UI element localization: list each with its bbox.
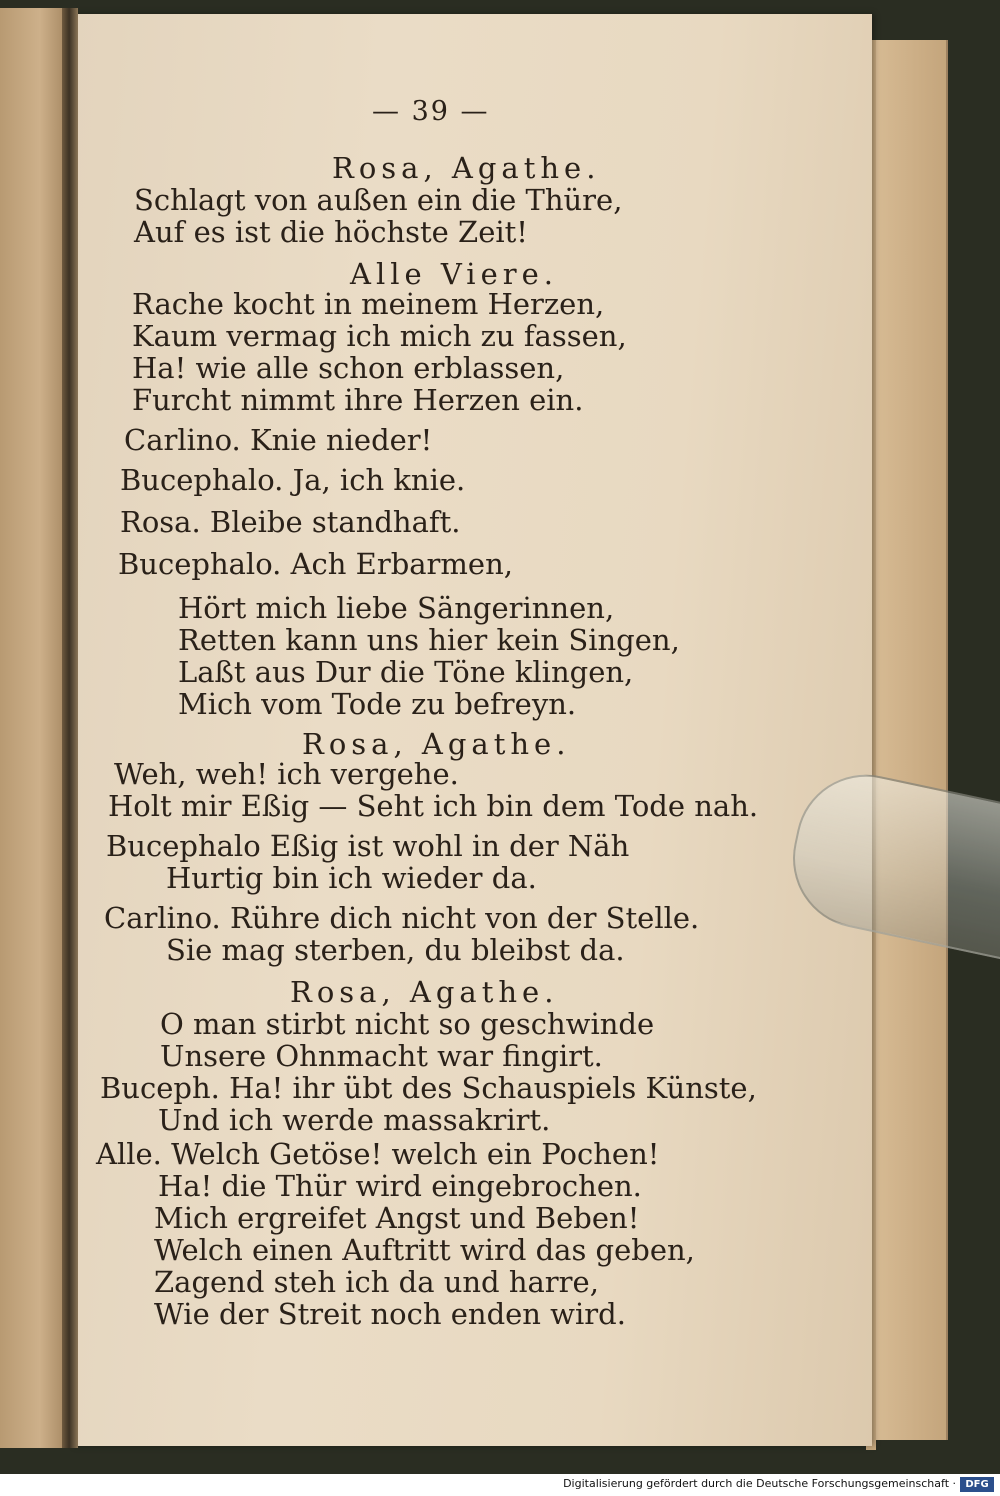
dialogue-line: Carlino. Rühre dich nicht von der Stelle. [104, 901, 700, 935]
speaker-heading: Rosa, Agathe. [332, 151, 601, 185]
dialogue-line: Bucephalo. Ja, ich knie. [120, 463, 466, 497]
dialogue-line: Buceph. Ha! ihr übt des Schauspiels Künste, [100, 1071, 757, 1105]
verse-line: Mich vom Tode zu befreyn. [178, 687, 577, 721]
verse-line: Zagend steh ich da und harre, [154, 1265, 599, 1299]
verse-line: Wie der Streit noch enden wird. [154, 1297, 626, 1331]
page-number: — 39 — [372, 96, 490, 127]
verse-line: Ha! die Thür wird eingebrochen. [158, 1169, 642, 1203]
verse-line: Laßt aus Dur die Töne klingen, [178, 655, 634, 689]
dialogue-line: Rosa. Bleibe standhaft. [120, 505, 461, 539]
funding-credit: Digitalisierung gefördert durch die Deutsche Forschungsgemeinschaft · [563, 1477, 956, 1490]
verse-line: Unsere Ohnmacht war fingirt. [160, 1039, 603, 1073]
verse-line: Retten kann uns hier kein Singen, [178, 623, 680, 657]
dfg-logo: DFG [960, 1477, 994, 1492]
footer-bar [0, 1474, 1000, 1496]
dialogue-line: Bucephalo Eßig ist wohl in der Näh [106, 829, 630, 863]
left-page-edge [0, 8, 66, 1448]
verse-line: Kaum vermag ich mich zu fassen, [132, 319, 627, 353]
verse-line: Schlagt von außen ein die Thüre, [134, 183, 623, 217]
verse-line: Sie mag sterben, du bleibst da. [166, 933, 625, 967]
verse-line: Welch einen Auftritt wird das geben, [154, 1233, 695, 1267]
dialogue-line: Alle. Welch Getöse! welch ein Pochen! [96, 1137, 660, 1171]
dialogue-line: Carlino. Knie nieder! [124, 423, 433, 457]
book-gutter [62, 8, 78, 1448]
verse-line: Hurtig bin ich wieder da. [166, 861, 537, 895]
verse-line: Ha! wie alle schon erblassen, [132, 351, 565, 385]
speaker-heading: Rosa, Agathe. [290, 975, 559, 1009]
speaker-heading: Rosa, Agathe. [302, 727, 571, 761]
dialogue-line: Bucephalo. Ach Erbarmen, [118, 547, 513, 581]
verse-line: Hört mich liebe Sängerinnen, [178, 591, 615, 625]
verse-line: Und ich werde massakrirt. [158, 1103, 551, 1137]
verse-line: Furcht nimmt ihre Herzen ein. [132, 383, 584, 417]
verse-line: Weh, weh! ich vergehe. [114, 757, 459, 791]
verse-line: Rache kocht in meinem Herzen, [132, 287, 605, 321]
verse-line: Auf es ist die höchste Zeit! [134, 215, 528, 249]
verse-line: O man stirbt nicht so geschwinde [160, 1007, 655, 1041]
verse-line: Holt mir Eßig — Seht ich bin dem Tode nah. [108, 789, 759, 823]
verse-line: Mich ergreifet Angst und Beben! [154, 1201, 640, 1235]
speaker-heading: Alle Viere. [350, 257, 558, 291]
